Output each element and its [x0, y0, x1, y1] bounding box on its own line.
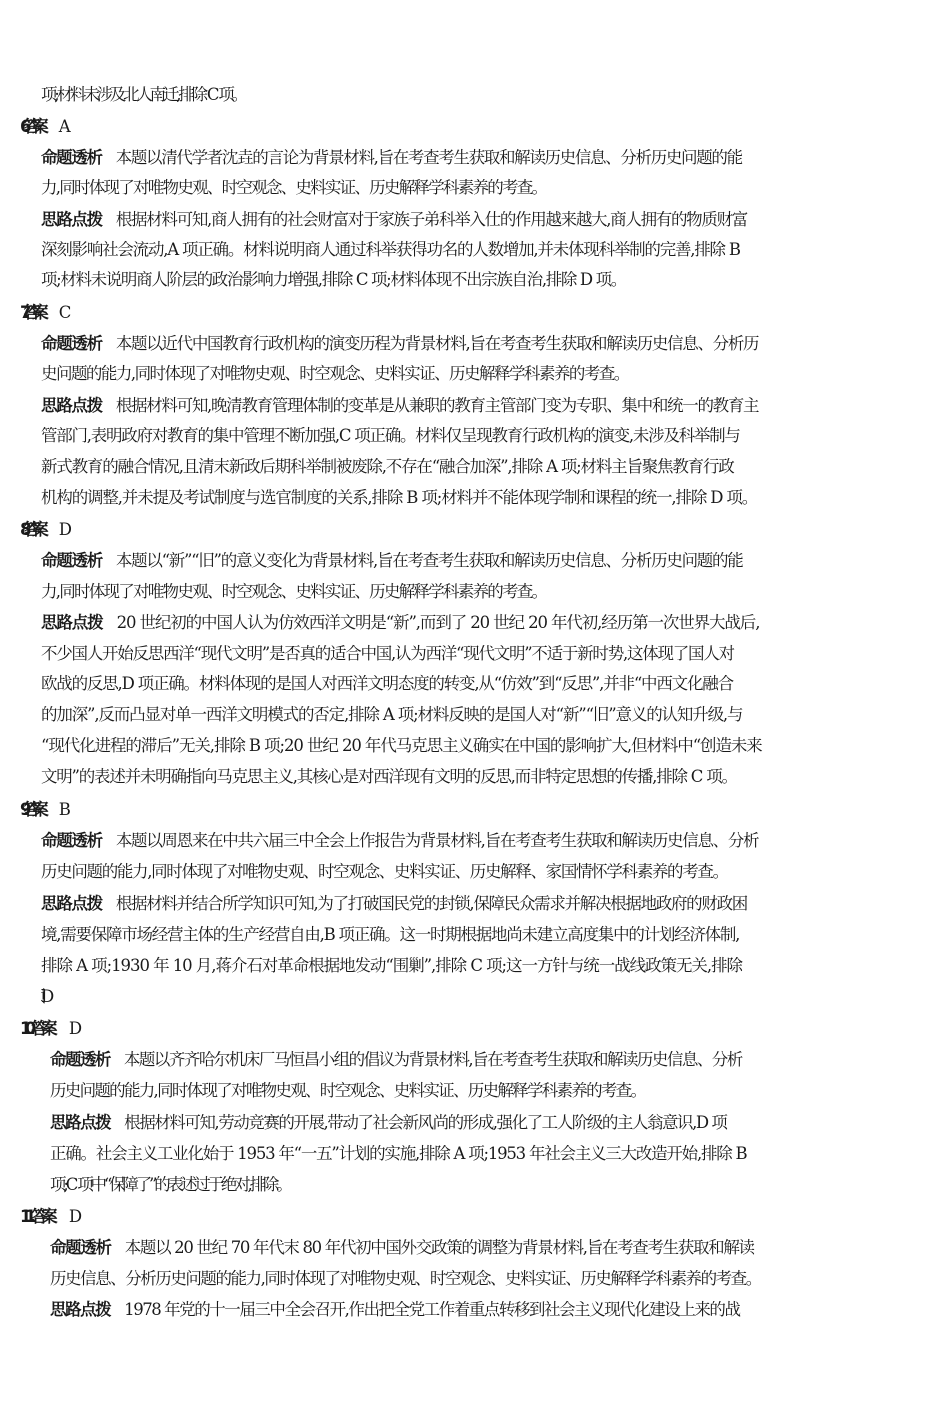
text-line [50, 1238, 930, 1258]
text-line [41, 396, 930, 416]
line-text: 项;材料未涉及北人南迁,排除 C 项。 [41, 85, 245, 104]
line-text: 本题以 20 世纪 70 年代末 80 年代初中国外交政策的调整为背景材料,旨在考查考生获取和解读 [124, 1238, 754, 1257]
section-label: 思路点拨 [41, 894, 102, 913]
question-answer [20, 1207, 930, 1227]
answer-label: 答案 [23, 800, 41, 819]
text-line [41, 736, 930, 756]
text-line [50, 1050, 930, 1070]
question-answer [20, 800, 930, 820]
question-number: 9. [20, 800, 22, 819]
line-text: “现代化进程的滞后”无关,排除 B 项;20 世纪 20 年代马克思主义确实在中国的影响扩大,但材料中“创造未来 [41, 736, 762, 755]
text-line [41, 148, 930, 168]
text-line [41, 178, 930, 198]
text-line [41, 334, 930, 354]
line-text: 新式教育的融合情况,且清末新政后期科举制被废除,不存在“融合加深”,排除 A 项;材料主旨聚焦教育行政 [41, 457, 734, 476]
line-text: 机构的调整,并未提及考试制度与选官制度的关系,排除 B 项;材料并不能体现学制和课程的统一,排除 D 项。 [41, 488, 758, 507]
line-text: 根据材料可知,劳动竞赛的开展,带动了社会新风尚的形成,强化了工人阶级的主人翁意识,D 项 [124, 1113, 727, 1132]
answer-label: 答案 [23, 117, 41, 136]
text-line [41, 831, 930, 851]
line-text: 20 世纪初的中国人认为仿效西洋文明是“新”,而到了 20 世纪 20 年代初,经历第一次世界大战后, [116, 613, 760, 632]
question-number: 10. [20, 1019, 30, 1038]
line-text: 正确。社会主义工业化始于 1953 年“一五”计划的实施,排除 A 项;1953 年社会主义三大改造开始,排除 B [50, 1144, 747, 1163]
section-label: 思路点拨 [41, 210, 102, 229]
text-line [41, 705, 930, 725]
line-text: 欧战的反思,D 项正确。材料体现的是国人对西洋文明态度的转变,从“仿效”到“反思”,并非“中西文化融合 [41, 674, 733, 693]
line-text: 力,同时体现了对唯物史观、时空观念、史料实证、历史解释学科素养的考查。 [41, 178, 547, 197]
text-line [41, 364, 930, 384]
section-label: 命题透析 [41, 551, 102, 570]
question-answer [20, 520, 930, 540]
text-line [41, 488, 930, 508]
text-line [41, 862, 930, 882]
line-text: 境,需要保障市场经营主体的生产经营自由,B 项正确。这一时期根据地尚未建立高度集中的计划经济体制, [41, 925, 740, 944]
text-line [41, 551, 930, 571]
text-line [41, 582, 930, 602]
line-text: 文明”的表述并未明确指向马克思主义,其核心是对西洋现有文明的反思,而非特定思想的传播,排除 C 项。 [41, 767, 737, 786]
text-line [41, 85, 930, 105]
line-text: 排除 A 项;1930 年 10 月,蒋介石对革命根据地发动“围剿”,排除 C 项;这一方针与统一战线政策无关,排除 [41, 956, 742, 975]
text-line [50, 1144, 930, 1164]
text-line [41, 987, 930, 1007]
text-line [41, 956, 930, 976]
line-text: 历史问题的能力,同时体现了对唯物史观、时空观念、史料实证、历史解释学科素养的考查。 [50, 1081, 646, 1100]
text-line [50, 1081, 930, 1101]
text-line [41, 210, 930, 230]
line-text: 1978 年党的十一届三中全会召开,作出把全党工作着重点转移到社会主义现代化建设上来的战 [124, 1300, 740, 1319]
line-text: 历史问题的能力,同时体现了对唯物史观、时空观念、史料实证、历史解释、家国情怀学科素养的考查。 [41, 862, 728, 881]
section-label: 命题透析 [41, 148, 102, 167]
line-text: 本题以“新”“旧”的意义变化为背景材料,旨在考查考生获取和解读历史信息、分析历史问题的能 [115, 551, 743, 570]
section-label: 思路点拨 [50, 1300, 111, 1319]
answer-label: 答案 [31, 1207, 51, 1226]
section-label: 思路点拨 [50, 1113, 111, 1132]
question-number: 11. [20, 1207, 30, 1226]
line-text: 根据材料并结合所学知识可知,为了打破国民党的封锁,保障民众需求并解决根据地政府的财政困 [115, 894, 747, 913]
text-line [41, 767, 930, 787]
answer-label: 答案 [31, 1019, 51, 1038]
text-line [41, 925, 930, 945]
line-text: 不少国人开始反思西洋“现代文明”是否真的适合中国,认为西洋“现代文明”不适于新时势,这体现了国人对 [41, 644, 734, 663]
line-text: 历史信息、分析历史问题的能力,同时体现了对唯物史观、时空观念、史料实证、历史解释学科素养的考查。 [50, 1269, 761, 1288]
answer-label: 答案 [23, 303, 41, 322]
line-text: 项;材料未说明商人阶层的政治影响力增强,排除 C 项;材料体现不出宗族自治,排除 D 项。 [41, 270, 626, 289]
section-label: 思路点拨 [41, 613, 103, 632]
section-label: 命题透析 [50, 1050, 110, 1069]
line-text: 本题以清代学者沈垚的言论为背景材料,旨在考查考生获取和解读历史信息、分析历史问题的能 [115, 148, 742, 167]
section-label: 命题透析 [50, 1238, 111, 1257]
answer-value: B [58, 800, 63, 819]
question-number: 6. [20, 117, 22, 136]
line-text: 管部门,表明政府对教育的集中管理不断加强,C 项正确。材料仅呈现教育行政机构的演变,未涉及科举制与 [41, 426, 740, 445]
line-text: 力,同时体现了对唯物史观、时空观念、史料实证、历史解释学科素养的考查。 [41, 582, 547, 601]
question-number: 7. [20, 303, 22, 322]
line-text: 根据材料可知,商人拥有的社会财富对于家族子弟科举入仕的作用越来越大,商人拥有的物质财富 [115, 210, 747, 229]
text-line [41, 426, 930, 446]
text-line [41, 613, 930, 633]
line-text: 本题以周恩来在中共六届三中全会上作报告为背景材料,旨在考查考生获取和解读历史信息、分析 [115, 831, 759, 850]
line-text: 的加深”,反而凸显对单一西洋文明模式的否定,排除 A 项;材料反映的是国人对“新”“旧”意义的认知升级,与 [41, 705, 743, 724]
text-line [41, 240, 930, 260]
line-text: 史问题的能力,同时体现了对唯物史观、时空观念、史料实证、历史解释学科素养的考查。 [41, 364, 629, 383]
line-text: 根据材料可知,晚清教育管理体制的变革是从兼职的教育主管部门变为专职、集中和统一的教育主 [115, 396, 759, 415]
section-label: 命题透析 [41, 831, 102, 850]
text-line [50, 1175, 930, 1195]
line-text: 本题以齐齐哈尔机床厂马恒昌小组的倡议为背景材料,旨在考查考生获取和解读历史信息、分析 [123, 1050, 742, 1069]
text-line [41, 894, 930, 914]
answer-label: 答案 [23, 520, 41, 539]
answer-value: C [58, 303, 64, 322]
text-line [50, 1269, 930, 1289]
text-line [41, 270, 930, 290]
section-label: 命题透析 [41, 334, 102, 353]
text-line [41, 674, 930, 694]
answer-value: A [58, 117, 63, 136]
line-text: 本题以近代中国教育行政机构的演变历程为背景材料,旨在考查考生获取和解读历史信息、分析历 [115, 334, 759, 353]
text-line [50, 1300, 930, 1320]
text-line [41, 457, 930, 477]
line-text: 项;C 项中“保障了”的表述过于绝对,排除。 [50, 1175, 290, 1194]
question-answer [20, 1019, 930, 1039]
question-answer [20, 117, 930, 137]
text-line [50, 1113, 930, 1133]
section-label: 思路点拨 [41, 396, 102, 415]
question-answer [20, 303, 930, 323]
answer-value: D [58, 520, 64, 539]
answer-value: D [68, 1207, 76, 1226]
line-text: 深刻影响社会流动,A 项正确。材料说明商人通过科举获得功名的人数增加,并未体现科举制的完善,排除 B [41, 240, 740, 259]
answer-value: D [68, 1019, 76, 1038]
question-number: 8. [20, 520, 22, 539]
text-line [41, 644, 930, 664]
